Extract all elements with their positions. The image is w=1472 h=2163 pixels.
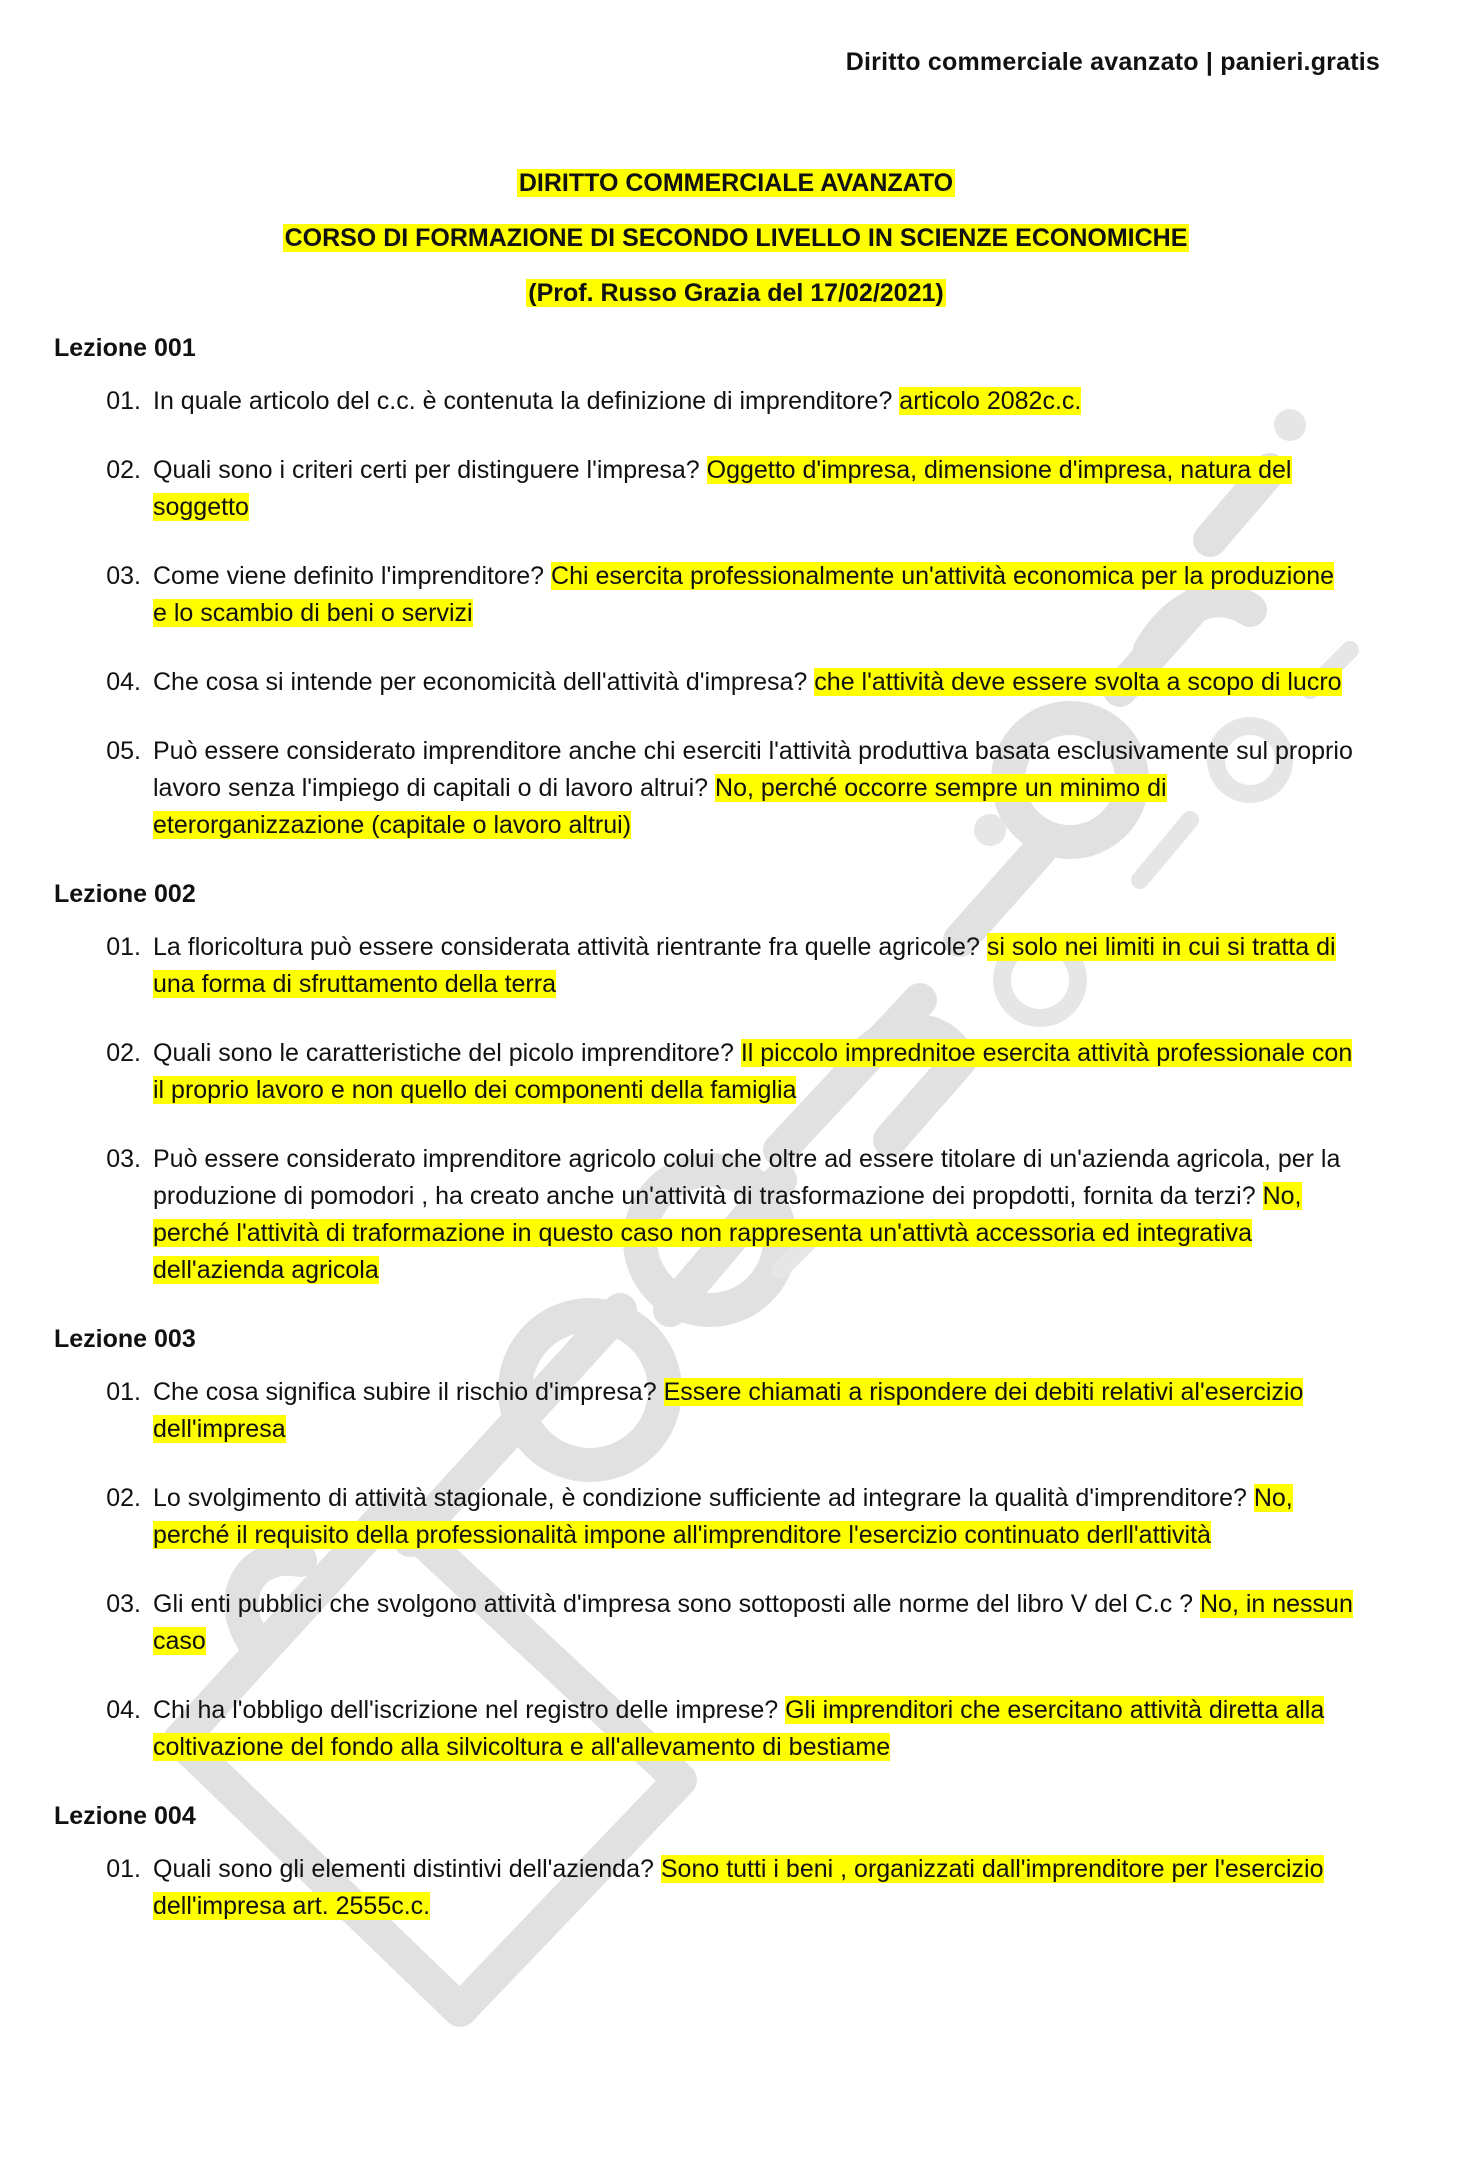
question-body xyxy=(153,1851,1394,1925)
question-number: 01. xyxy=(106,933,141,961)
question-body xyxy=(153,1374,1394,1448)
question-body xyxy=(153,929,1394,1003)
question-body xyxy=(153,1035,1394,1109)
question-item xyxy=(54,664,1394,701)
question-item xyxy=(54,383,1394,420)
question-number: 03. xyxy=(106,1590,141,1618)
question-text: Quali sono le caratteristiche del picolo imprenditore? xyxy=(153,1039,734,1067)
question-item xyxy=(54,733,1394,844)
answer-highlight: articolo 2082c.c. xyxy=(899,387,1082,415)
answer-highlight: Oggetto d'impresa, dimensione d'impresa, natura del soggetto xyxy=(153,456,1292,521)
question-item xyxy=(54,1480,1394,1554)
question-number: 02. xyxy=(106,1039,141,1067)
question-number: 05. xyxy=(106,737,141,765)
question-item xyxy=(54,558,1394,632)
question-item xyxy=(54,1851,1394,1925)
answer-highlight: No, in nessun caso xyxy=(153,1590,1353,1655)
question-item xyxy=(54,1141,1394,1289)
question-item xyxy=(54,452,1394,526)
question-body xyxy=(153,1480,1394,1554)
lesson-heading: Lezione 001 xyxy=(54,334,196,362)
answer-highlight: No, perché l'attività di traformazione in questo caso non rappresenta un'attivtà accessoria ed integrativa dell'azienda agricola xyxy=(153,1182,1302,1284)
answer-highlight: Gli imprenditori che esercitano attività diretta alla coltivazione del fondo alla silvicoltura e all'allevamento di bestiame xyxy=(153,1696,1325,1761)
question-list xyxy=(54,1374,1394,1766)
question-number: 01. xyxy=(106,1855,141,1883)
question-text: Quali sono i criteri certi per distinguere l'impresa? xyxy=(153,456,700,484)
professor-date: (Prof. Russo Grazia del 17/02/2021) xyxy=(528,279,944,307)
answer-highlight: No, perché il requisito della professionalità impone all'imprenditore l'esercizio continuato derll'attività xyxy=(153,1484,1293,1549)
question-body xyxy=(153,1141,1394,1289)
lesson-heading: Lezione 003 xyxy=(54,1325,196,1353)
question-item xyxy=(54,929,1394,1003)
question-body xyxy=(153,1692,1394,1766)
question-number: 03. xyxy=(106,1145,141,1173)
answer-highlight: Il piccolo imprednitoe esercita attività professionale con il proprio lavoro e non quello dei componenti della famiglia xyxy=(153,1039,1353,1104)
question-body xyxy=(153,733,1394,844)
lesson-heading: Lezione 004 xyxy=(54,1802,196,1830)
question-text: Gli enti pubblici che svolgono attività d'impresa sono sottoposti alle norme del libro V del C.c ? xyxy=(153,1590,1194,1618)
document-title-block xyxy=(0,166,1472,331)
question-text: Che cosa significa subire il rischio d'impresa? xyxy=(153,1378,657,1406)
question-item xyxy=(54,1586,1394,1660)
question-text: Lo svolgimento di attività stagionale, è condizione sufficiente ad integrare la qualità d'imprenditore? xyxy=(153,1484,1247,1512)
question-item xyxy=(54,1374,1394,1448)
question-list xyxy=(54,383,1394,844)
question-body xyxy=(153,1586,1394,1660)
question-text: Può essere considerato imprenditore anche chi eserciti l'attività produttiva basata esclusivamente sul proprio lavoro senza l'impiego di capitali o di lavoro altrui? xyxy=(153,737,1353,802)
answer-highlight: Sono tutti i beni , organizzati dall'imprenditore per l'esercizio dell'impresa art. 2555c.c. xyxy=(153,1855,1324,1920)
answer-highlight: Essere chiamati a rispondere dei debiti relativi al'esercizio dell'impresa xyxy=(153,1378,1304,1443)
question-item xyxy=(54,1692,1394,1766)
course-title: DIRITTO COMMERCIALE AVANZATO xyxy=(518,169,954,197)
question-text: Come viene definito l'imprenditore? xyxy=(153,562,545,590)
question-list xyxy=(54,929,1394,1289)
question-body xyxy=(153,558,1394,632)
answer-highlight: Chi esercita professionalmente un'attività economica per la produzione e lo scambio di beni o servizi xyxy=(153,562,1335,627)
course-subtitle: CORSO DI FORMAZIONE DI SECONDO LIVELLO IN SCIENZE ECONOMICHE xyxy=(284,224,1188,252)
question-body xyxy=(153,383,1394,420)
question-number: 01. xyxy=(106,387,141,415)
question-number: 04. xyxy=(106,668,141,696)
answer-highlight: che l'attività deve essere svolta a scopo di lucro xyxy=(814,668,1342,696)
question-number: 04. xyxy=(106,1696,141,1724)
question-text: Può essere considerato imprenditore agricolo colui che oltre ad essere titolare di un'azienda agricola, per la produzione di pomodori , ha creato anche un'attività di trasformazione dei propdotti, fornita da terzi? xyxy=(153,1145,1341,1210)
question-number: 01. xyxy=(106,1378,141,1406)
question-body xyxy=(153,664,1394,701)
question-number: 02. xyxy=(106,456,141,484)
question-text: Che cosa si intende per economicità dell'attività d'impresa? xyxy=(153,668,808,696)
question-number: 03. xyxy=(106,562,141,590)
lesson-heading: Lezione 002 xyxy=(54,880,196,908)
question-body xyxy=(153,452,1394,526)
question-item xyxy=(54,1035,1394,1109)
question-text: In quale articolo del c.c. è contenuta la definizione di imprenditore? xyxy=(153,387,893,415)
answer-highlight: No, perché occorre sempre un minimo di eterorganizzazione (capitale o lavoro altrui) xyxy=(153,774,1167,839)
answer-highlight: si solo nei limiti in cui si tratta di una forma di sfruttamento della terra xyxy=(153,933,1336,998)
question-list xyxy=(54,1851,1394,1925)
running-header: Diritto commerciale avanzato | panieri.gratis xyxy=(845,48,1380,76)
question-text: Quali sono gli elementi distintivi dell'azienda? xyxy=(153,1855,654,1883)
lessons-container xyxy=(54,330,1394,1957)
question-text: Chi ha l'obbligo dell'iscrizione nel registro delle imprese? xyxy=(153,1696,779,1724)
question-number: 02. xyxy=(106,1484,141,1512)
question-text: La floricoltura può essere considerata attività rientrante fra quelle agricole? xyxy=(153,933,980,961)
